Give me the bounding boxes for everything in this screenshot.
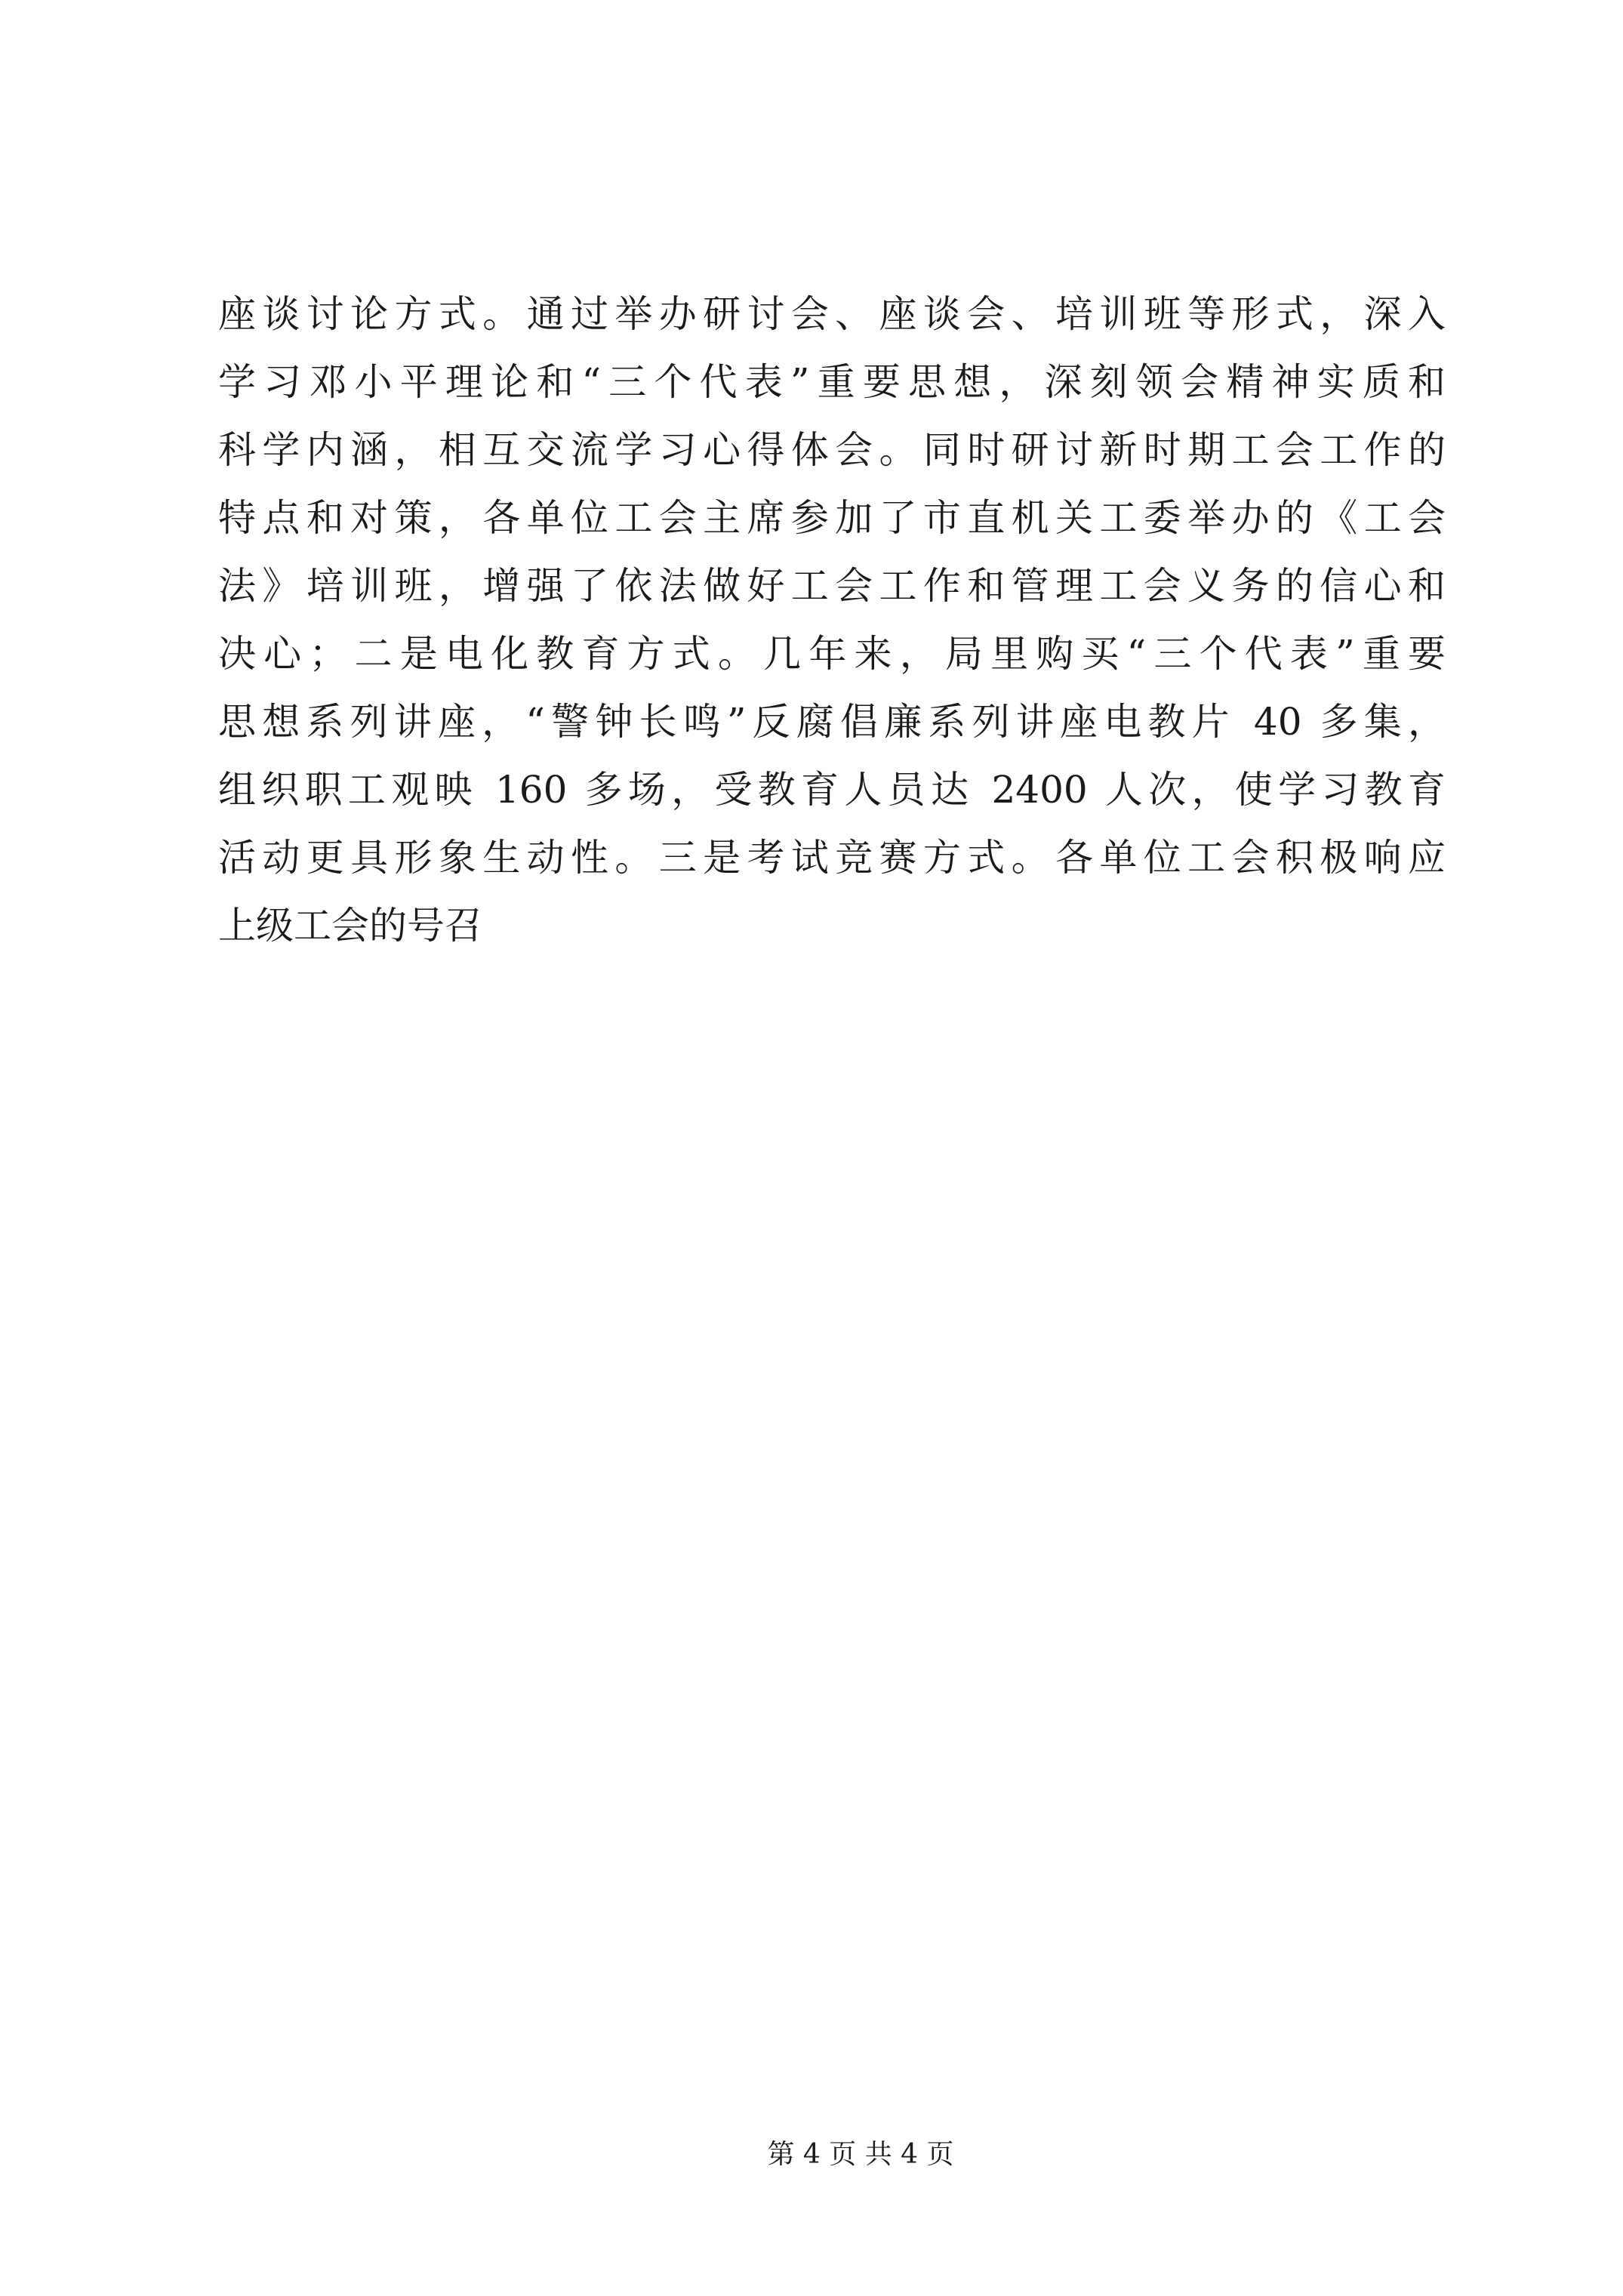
paragraph-line: 座谈讨论方式。通过举办研讨会、座谈会、培训班等形式，深入 bbox=[218, 292, 1446, 336]
body-paragraph bbox=[218, 280, 1446, 960]
paragraph-line: 上级工会的号召 bbox=[218, 904, 482, 948]
paragraph-line: 法》培训班，增强了依法做好工会工作和管理工会义务的信心和 bbox=[218, 564, 1446, 608]
page-number-footer: 第 4 页 共 4 页 bbox=[767, 2139, 954, 2170]
paragraph-line: 组织职工观映 160 多场，受教育人员达 2400 人次，使学习教育 bbox=[218, 768, 1446, 812]
paragraph-line: 活动更具形象生动性。三是考试竞赛方式。各单位工会积极响应 bbox=[218, 836, 1446, 880]
paragraph-line: 特点和对策，各单位工会主席参加了市直机关工委举办的《工会 bbox=[218, 496, 1446, 540]
paragraph-line: 思想系列讲座，“警钟长鸣”反腐倡廉系列讲座电教片 40 多集， bbox=[218, 700, 1446, 744]
paragraph-line: 决心；二是电化教育方式。几年来，局里购买“三个代表”重要 bbox=[218, 632, 1446, 676]
paragraph-line: 科学内涵，相互交流学习心得体会。同时研讨新时期工会工作的 bbox=[218, 428, 1446, 472]
paragraph-line: 学习邓小平理论和“三个代表”重要思想，深刻领会精神实质和 bbox=[218, 360, 1446, 404]
